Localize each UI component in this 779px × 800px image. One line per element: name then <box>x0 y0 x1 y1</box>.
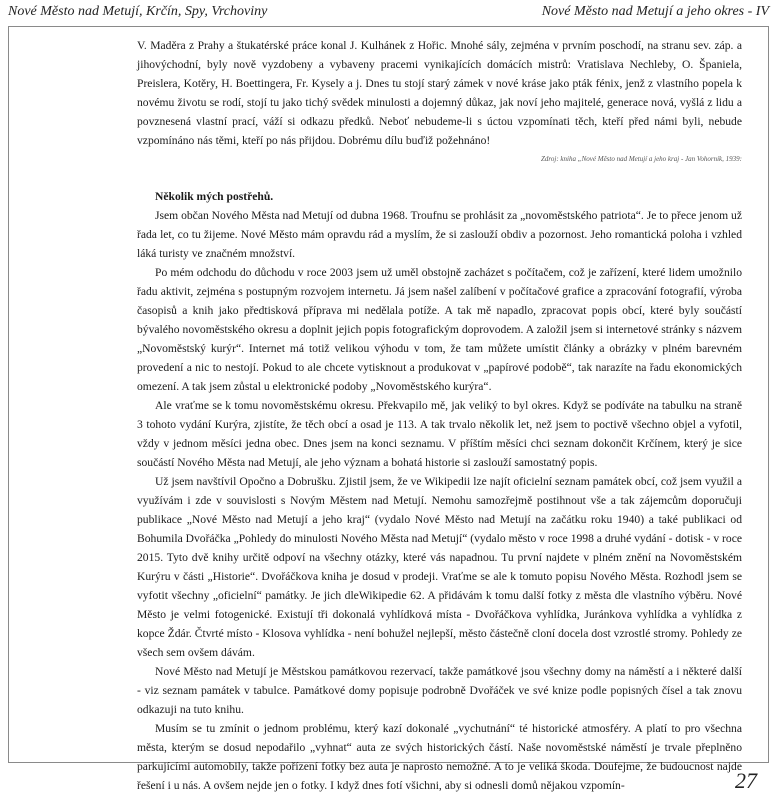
body-paragraph: Už jsem navštívil Opočno a Dobrušku. Zjistil jsem, že ve Wikipedii lze najít oficielní seznam památek obcí, což jsem využil a využívám i zde v souvislosti s Novým Městem nad Metují. Nemohu samozřejmě postihnout vše a tak zájemcům doporučuji publikace „Nové Město nad Metují a jeho kraj“ (vydalo Nové Město nad Metují na začátku roku 1940) a také publikaci od Bohumila Dvořáčka „Pohledy do minulosti Nového Města nad Metují“ (vydalo město v roce 1998 a druhé vydání - dotisk - v roce 2015. Tyto dvě knihy určitě odpoví na všechny otázky, které vás napadnou. Tu první najdete v plném znění na Novoměstském Kurýru v části „Historie“. Dvořáčkova kniha je dosud v prodeji. Vraťme se ale k tomuto popisu Nového Města. Rozhodl jsem se vyfotit všechny „oficielní“ památky. Je jich dleWikipedie 62. A přidávám k tomu další fotky z města dle vlastního výběru. Nové Město je velmi fotogenické. Existují tři dokonalá vyhlídková místa - Dvořáčkova vyhlídka, Juránkova vyhlídka a vyhlídka z kopce Ždár. Čtvrté místo - Klosova vyhlídka - není bohužel nejlepší, město částečně cloní docela dost vzrostlé stromy. Pohledy ze všech sem ovšem dávám. <box>137 475 742 659</box>
body-paragraph: Musím se tu zmínit o jednom problému, který kazí dokonalé „vychutnání“ té historické atmosféry. A platí to pro všechna města, kterým se dosud nepodařilo „vyhnat“ auta ze svých historických částí. Naše novoměstské náměstí je trvale přeplněno parkujícími automobily, takže pořízení fotky bez auta je naprosto nemožné. A to je veliká škoda. Doufejme, že budoucnost najde řešení i u nás. A ovšem nejde jen o fotky. I když dnes fotí všichni, aby si odnesli domů nějakou vzpomín- <box>137 722 742 792</box>
intro-paragraph: V. Maděra z Prahy a štukatérské práce konal J. Kulhánek z Hořic. Mnohé sály, zejména v prvním poschodí, na stranu sev. záp. a jihovýchodní, byly nově vyzdobeny a vybaveny pracemi vynikajících domácích mistrů: Vratislava Nechleby, O. Španiela, Preislera, Kotěry, H. Boettingera, Fr. Kysely a j. Dnes tu stojí starý zámek v nové kráse jako pták fénix, jenž z vlastního popela k novému životu se rodí, stojí tu jako tichý svědek minulosti a dojemný důkaz, jak noví jeho majitelé, generace nová, vyšlá z lidu a povznesená vlastní prací, váží si odkazu předků. Neboť nebudeme-li s úctou vzpomínati těch, kteří před námi byli, nebude vzpomínáno nás těmi, kteří po nás přijdou. Dobrému dílu buďiž požehnáno! <box>137 39 742 147</box>
source-note: Zdroj: kniha „Nové Město nad Metují a jeho kraj - Jan Vohorník, 1939: <box>541 155 742 163</box>
section-title: Několik mých postřehů. <box>155 190 274 203</box>
body-paragraph: Nové Město nad Metují je Městskou památkovou rezervací, takže památkové jsou všechny domy na náměstí a i některé další - viz seznam památek v tabulce. Památkové domy popisuje podrobně Dvořáček ve své knize podle popisných čísel a tak znovu odkazuji na tuto knihu. <box>137 665 742 716</box>
running-header <box>8 4 769 20</box>
body-paragraph: Po mém odchodu do důchodu v roce 2003 jsem už uměl obstojně zacházet s počítačem, což je zařízení, které lidem umožnilo řadu aktivit, zejména s postupným rozvojem internetu. Já jsem našel zalíbení v počítačové grafice a zpracování fotografií, výroba časopisů a knih jako předtisková příprava mi nedělala potíže. A tak mě napadlo, zpracovat popis obcí, které byly součástí bývalého novoměstského okresu a doplnit jejich popis fotografickým doprovodem. A založil jsem si internetové stránky s názvem „Novoměstský kurýr“. Internet má totiž velikou výhodu v tom, že tam můžete umístit články a obrázky v plném barevném provedení a nic to nestojí. Pokud to ale chcete vytisknout a produkovat v „papírové podobě“, tak narazíte na řadu ekonomických omezení. A tak jsem zůstal u elektronické podoby „Novoměstského kurýra“. <box>137 266 742 393</box>
body-paragraph: Jsem občan Nového Města nad Metují od dubna 1968. Troufnu se prohlásit za „novoměstského patriota“. Je to přece jenom už řada let, co tu žijeme. Nové Město mám opravdu rád a myslím, že si zaslouží obdiv a pozornost. Jeho romantická poloha i vzhled láká turisty ve značném množství. <box>137 209 742 260</box>
body-paragraph: Ale vraťme se k tomu novoměstskému okresu. Překvapilo mě, jak veliký to byl okres. Když se podíváte na tabulku na straně 3 tohoto vydání Kurýra, zjistíte, že těch obcí a osad je 113. A tak trvalo několik let, než jsem to poctivě všechno objel a vyfotil, vždy v jednom měsíci jedna obec. Dnes jsem na konci seznamu. V příštím měsíci chci seznam dokončit Krčínem, který je sice součástí Nového Města nad Metují, ale jeho význam a bohatá historie si zaslouží samostatný popis. <box>137 399 742 469</box>
page-number: 27 <box>735 768 757 793</box>
header-right-title: Nové Město nad Metují a jeho okres - IV <box>541 4 769 19</box>
header-left-title: Nové Město nad Metují, Krčín, Spy, Vrchoviny <box>8 4 268 19</box>
article-body <box>137 36 742 795</box>
